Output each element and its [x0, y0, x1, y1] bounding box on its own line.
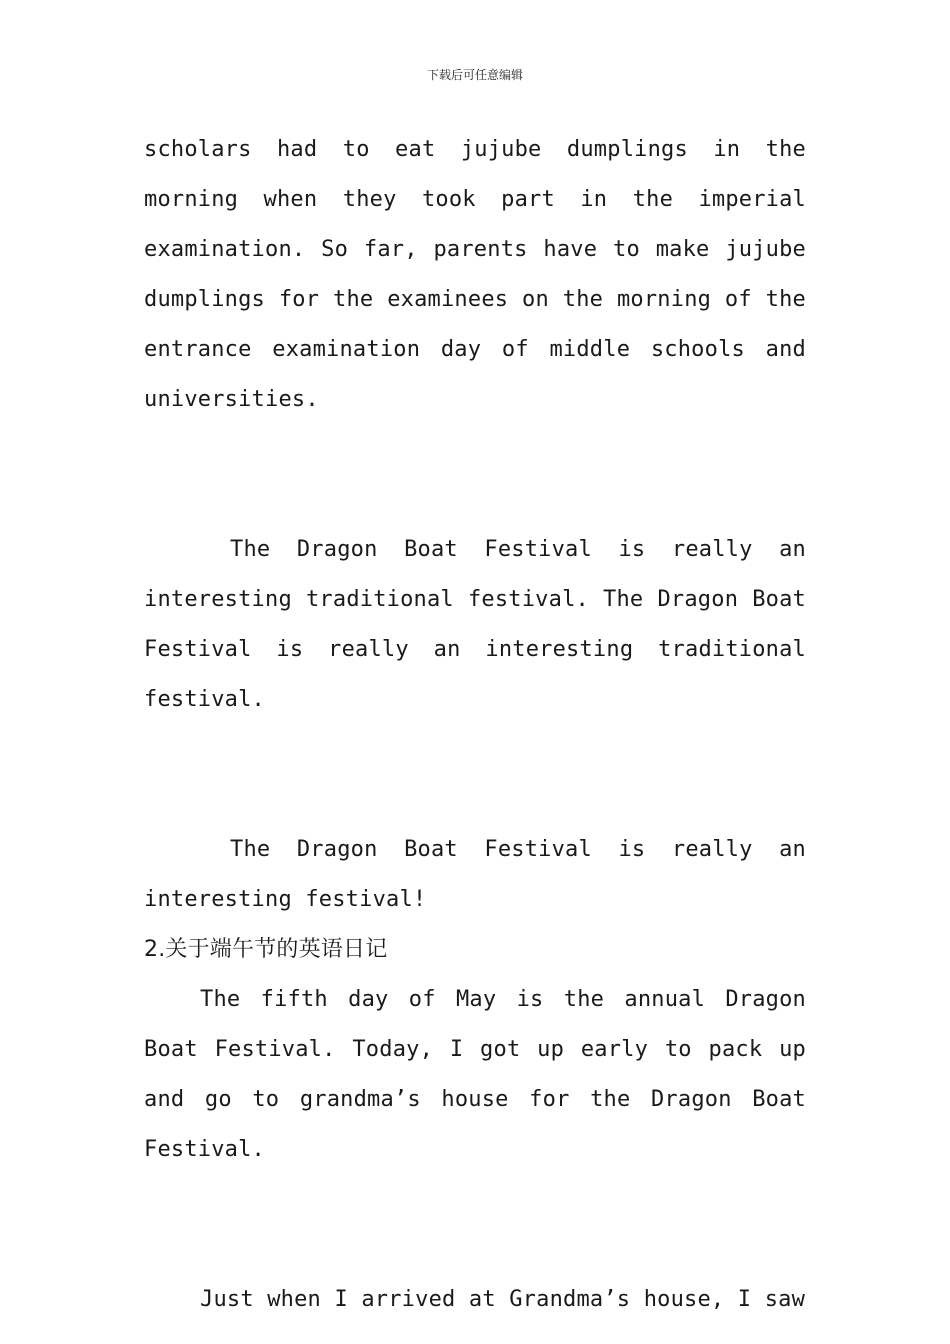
- section-heading: 2.关于端午节的英语日记: [144, 937, 388, 962]
- document-body: [144, 125, 806, 1325]
- paragraph-jujube-dumplings: scholars had to eat jujube dumplings in the morning when they took part in the imperial examination. So far, parents have to make jujube dumplings for the examinees on the morning of the entrance examination day of middle schools and universities.: [144, 137, 806, 412]
- paragraph-fifth-day-of-may: The fifth day of May is the annual Dragon Boat Festival. Today, I got up early to pack up and go to grandma’s house for the Dragon Boat Festival.: [144, 987, 806, 1162]
- paragraph-spacer: [144, 425, 806, 525]
- paragraph-grandmas-house: Just when I arrived at Grandma’s house, I saw: [200, 1287, 806, 1312]
- paragraph-interesting-festival: The Dragon Boat Festival is really an interesting festival!: [144, 837, 806, 912]
- paragraph-spacer: [144, 1175, 806, 1275]
- page-header: 下载后可任意编辑: [426, 68, 523, 82]
- paragraph-spacer: [144, 725, 806, 825]
- paragraph-traditional-festival: The Dragon Boat Festival is really an interesting traditional festival. The Dragon Boat Festival is really an interesting traditional festival.: [144, 537, 806, 712]
